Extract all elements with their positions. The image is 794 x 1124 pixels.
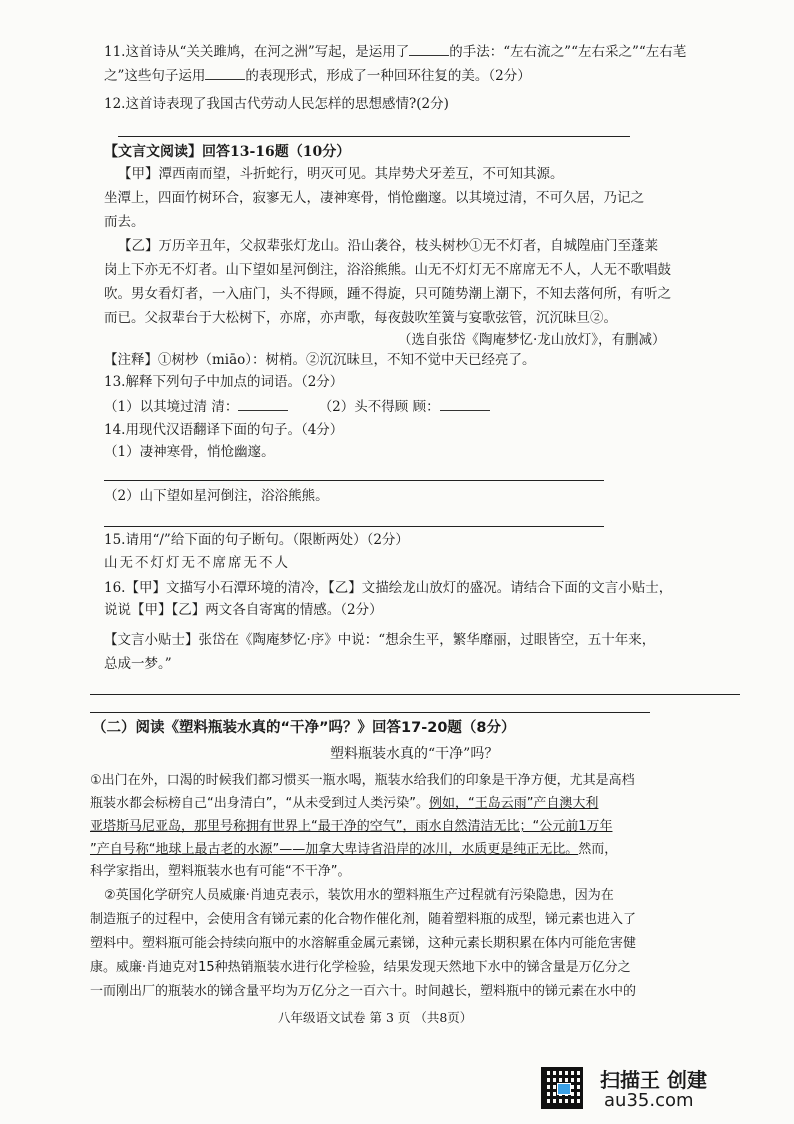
q11-text-c: 之”这些句子运用 <box>104 68 206 84</box>
answer-line-q14-1 <box>104 480 604 481</box>
question-13: 13.解释下列句子中加点的词语。（2分） <box>104 374 344 390</box>
article-p2-line-3: 塑料中。塑料瓶可能会持续向瓶中的水溶解重金属元素锑，这种元素长期积累在体内可能危害健 <box>90 936 637 951</box>
passage-source: （选自张岱《陶庵梦忆·龙山放灯》，有删减） <box>398 332 666 348</box>
question-16-line-2: 说说【甲】【乙】两文各自寄寓的情感。（2分） <box>104 602 383 618</box>
question-11-line-1 <box>104 41 686 62</box>
q11-blank-1[interactable] <box>409 41 449 56</box>
qr-logo-icon <box>557 1083 571 1095</box>
q13-blank-2[interactable] <box>440 396 490 411</box>
passage-jia-line-2: 坐潭上，四面竹树环合，寂寥无人，凄神寒骨，悄怆幽邃。以其境过清，不可久居，乃记之 <box>104 190 644 206</box>
article-p2-line-2: 制造瓶子的过程中，会使用含有锑元素的化合物作催化剂，随着塑料瓶的成型，锑元素也进入了 <box>90 912 637 927</box>
passage-yi-line-3: 吹。男女看灯者，一入庙门，头不得顾，踵不得旋，只可随势潮上潮下，不知去落何所，有听之 <box>104 286 671 302</box>
question-15: 15.请用“/”给下面的句子断句。（限断两处）（2分） <box>104 532 409 548</box>
modern-section-header: （二）阅读《塑料瓶装水真的“干净”吗？》回答17-20题（8分） <box>92 720 516 736</box>
article-p1-line-2 <box>90 794 598 814</box>
tip-line-1: 【文言小贴士】张岱在《陶庵梦忆·序》中说：“想余生平，繁华靡丽，过眼皆空，五十年来， <box>104 632 656 648</box>
question-12: 12.这首诗表现了我国古代劳动人民怎样的思想感情?(2分) <box>104 96 449 112</box>
q13-item-2: （2）头不得顾 顾： <box>318 399 440 415</box>
question-11-line-2 <box>104 65 531 86</box>
article-p1-line-5: 科学家指出，塑料瓶装水也有可能“不干净”。 <box>90 864 351 879</box>
question-15-sentence: 山无不灯灯无不席席无不人 <box>104 555 290 571</box>
article-p1-tail: 然而， <box>578 842 618 857</box>
page-footer: 八年级语文试卷 第 3 页 （共8页） <box>278 1010 473 1025</box>
question-13-items <box>104 396 490 417</box>
watermark-brand: 扫描王 创建 <box>600 1068 707 1092</box>
question-14: 14.用现代汉语翻译下面的句子。（4分） <box>104 422 344 438</box>
answer-line-q12 <box>118 136 630 137</box>
passage-yi-line-2: 岗上下亦无不灯者。山下望如星河倒注，浴浴熊熊。山无不灯灯无不席席无不人，人无不歌唱鼓 <box>104 262 671 278</box>
article-p1-line-1 <box>90 771 635 791</box>
q11-text-d: 的表现形式，形成了一种回环往复的美。（2分） <box>245 68 531 84</box>
q13-item-1: （1）以其境过清 清： <box>104 399 239 415</box>
question-16-line-1: 16.【甲】文描写小石潭环境的清冷，【乙】文描绘龙山放灯的盛况。请结合下面的文言小贴士， <box>104 580 673 596</box>
passage-yi-line-1: 【乙】万历辛丑年，父叔辈张灯龙山。沿山袭谷，枝头树杪①无不灯者，自城隍庙门至蓬莱 <box>118 238 658 254</box>
passage-yi-line-4: 而已。父叔辈台于大松树下，亦席，亦声歌，每夜鼓吹笙簧与宴歌弦管，沉沉昧旦②。 <box>104 310 617 326</box>
annotations: 【注释】①树杪（miāo）：树梢。②沉沉昧旦，不知不觉中天已经亮了。 <box>104 352 536 368</box>
question-14-item-1: （1）凄神寒骨，悄怆幽邃。 <box>104 444 275 460</box>
answer-line-q14-2 <box>104 526 604 527</box>
passage-jia-line-1: 【甲】潭西南而望，斗折蛇行，明灭可见。其岸势犬牙差互，不可知其源。 <box>118 166 564 182</box>
article-p1-line-4 <box>90 840 617 860</box>
classical-section-header: 【文言文阅读】回答13-16题（10分） <box>104 144 351 160</box>
q13-blank-1[interactable] <box>238 396 288 411</box>
tip-line-2: 总成一梦。” <box>104 656 172 672</box>
article-p2-line-5: 一而刚出厂的瓶装水的锑含量平均为万亿分之一百六十。时间越长，塑料瓶中的锑元素在水中的 <box>90 984 637 999</box>
article-title: 塑料瓶装水真的“干净”吗？ <box>330 746 499 762</box>
article-p1-underlined-2: 亚塔斯马尼亚岛，那里号称拥有世界上“最干净的空气”，雨水自然清洁无比；“公元前1万年 <box>90 819 613 834</box>
question-14-item-2: （2）山下望如星河倒注，浴浴熊熊。 <box>104 488 329 504</box>
article-p1-text-1: ①出门在外，口渴的时候我们都习惯买一瓶水喝，瓶装水给我们的印象是干净方便，尤其是高档 <box>90 773 635 788</box>
article-p1-underlined-3: ”产自号称“地球上最古老的水源”——加拿大卑诗省沿岸的冰川，水质更是纯正无比。 <box>90 842 579 857</box>
passage-jia-line-3: 而去。 <box>104 214 145 230</box>
answer-line-q16 <box>90 694 740 695</box>
section-divider <box>90 712 650 713</box>
q11-text-a: 11.这首诗从“关关雎鸠，在河之洲”写起，是运用了 <box>104 44 410 60</box>
article-p2-line-1: ②英国化学研究人员威廉·肖迪克表示，装饮用水的塑料瓶生产过程就有污染隐患，因为在 <box>104 888 614 903</box>
q11-text-b: 的手法：“左右流之”“左右采之”“左右芼 <box>449 44 687 60</box>
article-p2-line-4: 康。威廉·肖迪克对15种热销瓶装水进行化学检验，结果发现天然地下水中的锑含量是万亿分之 <box>90 960 631 975</box>
article-p1-text-2: 瓶装水都会标榜自己“出身清白”，“从未受到过人类污染”。 <box>90 796 429 811</box>
watermark-site: au35.com <box>604 1090 694 1111</box>
q11-blank-2[interactable] <box>205 65 245 80</box>
article-p1-underlined-1: 例如，“王岛云雨”产自澳大利 <box>428 796 599 811</box>
